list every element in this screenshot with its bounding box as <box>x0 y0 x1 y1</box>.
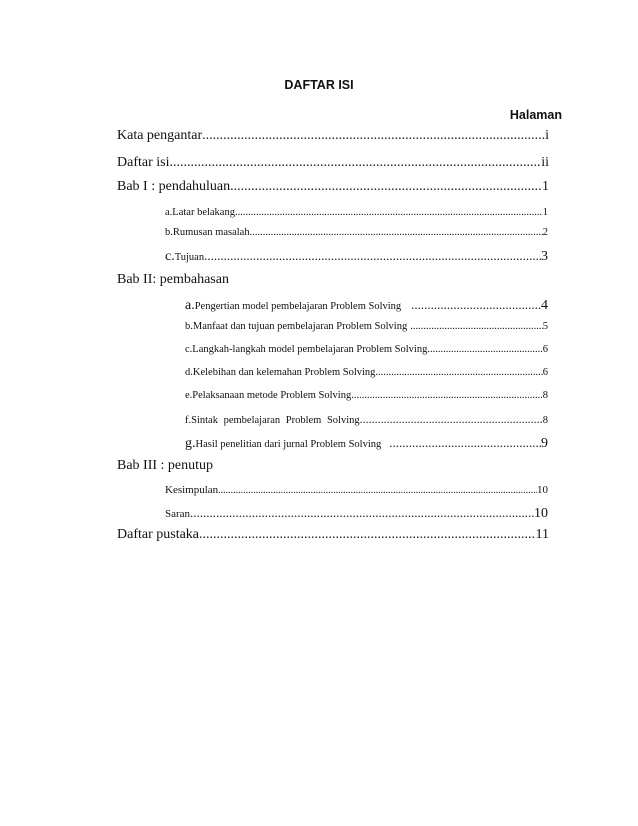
leader-dots <box>190 505 534 521</box>
toc-entry-kesimpulan[interactable]: Kesimpulan ..... 10 <box>165 484 548 496</box>
leader-dots <box>375 367 542 378</box>
leader-dots <box>250 227 543 238</box>
toc-entry-kelebihan[interactable]: d. Kelebihan dan kelemahan Problem Solving ..... 6 <box>185 367 548 378</box>
page-column-header: Halaman <box>509 108 562 122</box>
leader-dots <box>389 435 541 451</box>
leader-dots <box>351 390 543 401</box>
toc-entry-pelaksanaan[interactable]: e. Pelaksanaan metode Problem Solving ..... 8 <box>185 390 548 401</box>
leader-dots <box>410 321 543 332</box>
toc-entry-saran[interactable]: Saran ..... 10 <box>165 505 548 522</box>
toc-entry-latar-belakang[interactable]: a. Latar belakang ..... 1 <box>165 207 548 218</box>
leader-dots <box>204 248 541 264</box>
toc-entry-manfaat[interactable]: b. Manfaat dan tujuan pembelajaran Problem Solving ..... 5 <box>185 321 548 332</box>
toc-entry-bab-3[interactable]: Bab III : penutup <box>117 458 214 473</box>
toc-entry-langkah[interactable]: c. Langkah-langkah model pembelajaran Problem Solving ..... 6 <box>185 344 548 355</box>
leader-dots <box>360 412 543 427</box>
toc-entry-sintak[interactable]: f. Sintak pembelajaran Problem Solving ..... 8 <box>185 412 548 427</box>
leader-dots <box>202 128 545 144</box>
leader-dots <box>427 344 542 355</box>
page-title: DAFTAR ISI <box>284 78 354 92</box>
toc-entry-daftar-isi[interactable]: Daftar isi ..... ii <box>117 155 549 171</box>
leader-dots <box>199 527 535 543</box>
leader-dots <box>230 179 542 195</box>
leader-dots <box>411 297 541 313</box>
toc-entry-bab-1[interactable]: Bab I : pendahuluan ..... 1 <box>117 179 549 195</box>
leader-dots <box>169 155 541 171</box>
toc-entry-tujuan[interactable]: c. Tujuan ..... 3 <box>165 248 548 265</box>
toc-entry-rumusan-masalah[interactable]: b. Rumusan masalah ..... 2 <box>165 227 548 238</box>
leader-dots <box>218 485 537 496</box>
toc-entry-hasil-penelitian[interactable]: g. Hasil penelitian dari jurnal Problem Solving ..... 9 <box>185 435 548 452</box>
toc-entry-pengertian[interactable]: a. Pengertian model pembelajaran Problem Solving ..... 4 <box>185 297 548 314</box>
leader-dots <box>235 207 543 218</box>
toc-entry-daftar-pustaka[interactable]: Daftar pustaka ..... 11 <box>117 527 549 543</box>
toc-entry-kata-pengantar[interactable]: Kata pengantar ..... i <box>117 128 549 144</box>
toc-entry-bab-2[interactable]: Bab II: pembahasan <box>117 272 229 287</box>
